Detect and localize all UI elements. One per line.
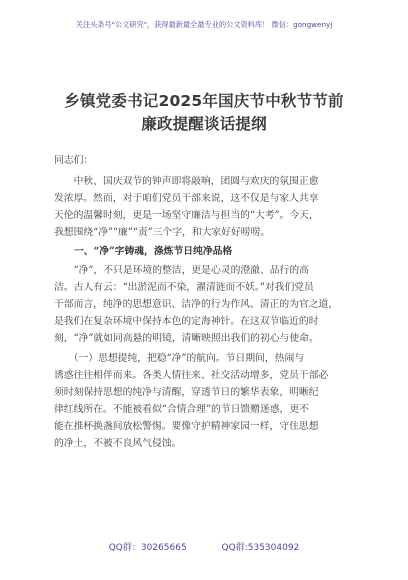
paragraph-line: 诱惑往往相伴而来。各类人情往来、社交活动增多，党员干部必 — [54, 370, 329, 381]
paragraph-subsection-1 — [54, 350, 354, 452]
header-note: 关注头条号"公文研究"，获得最新最全最专业的公文资料库！ 微信：gongwenyj — [75, 20, 333, 29]
paragraph-section-1 — [54, 262, 354, 347]
paragraph-line: 天伦的温馨时刻，更是一场坚守廉洁与担当的“大考”。今天， — [54, 210, 319, 221]
paragraph-line: （一）思想提纯，把稳“净”的航向。节日期间，热闹与 — [54, 353, 305, 364]
paragraph-line: 律红线所在。不能被看似“合情合理”的节日馈赠迷惑，更不 — [54, 404, 309, 415]
paragraph-line: “净”，不只是环境的整洁，更是心灵的澄澈、品行的高 — [54, 265, 309, 276]
paragraph-line: 我想围绕“净”“廉”“责”三个字，和大家好好唠唠。 — [54, 227, 271, 238]
document-title-line-1: 乡镇党委书记2025年国庆节中秋节节前 — [64, 92, 344, 110]
paragraph-line: 是我们在复杂环境中保持本色的定海神针。在这双节临近的时 — [54, 316, 319, 327]
paragraph-intro — [54, 173, 354, 241]
footer-qq-group-2: QQ群:535304092 — [221, 543, 300, 553]
footer-qq-group-1: QQ群：30265665 — [108, 543, 187, 553]
paragraph-line: 发浓厚。然而，对于咱们党员干部来说，这不仅是与家人共享 — [54, 193, 319, 204]
paragraph-line: 中秋、国庆双节的钟声即将敲响，团圆与欢庆的氛围正愈 — [54, 176, 319, 187]
document-title-line-2: 廉政提醒谈话提纲 — [141, 115, 267, 133]
salutation: 同志们： — [54, 155, 94, 166]
paragraph-line: 洁。古人有云：“出淤泥而不染，濯清涟而不妖。”对我们党员 — [54, 282, 314, 293]
paragraph-line: 能在推杯换盏间放松警惕。要像守护精神家园一样，守住思想 — [54, 421, 319, 432]
paragraph-line: 须时刻保持思想的纯净与清醒，穿透节日的繁华表象，明晰纪 — [54, 387, 319, 398]
paragraph-line: 刻，“净”就如同高悬的明镜，清晰映照出我们的初心与使命。 — [54, 333, 319, 344]
paragraph-line: 的净土，不被不良风气侵蚀。 — [54, 438, 182, 449]
paragraph-line: 干部而言，纯净的思想意识、洁净的行为作风、清正的为官之道， — [54, 299, 339, 310]
section-heading-1: 一、“净”字铸魂，涤炼节日纯净品格 — [74, 246, 233, 257]
footer — [0, 540, 408, 553]
